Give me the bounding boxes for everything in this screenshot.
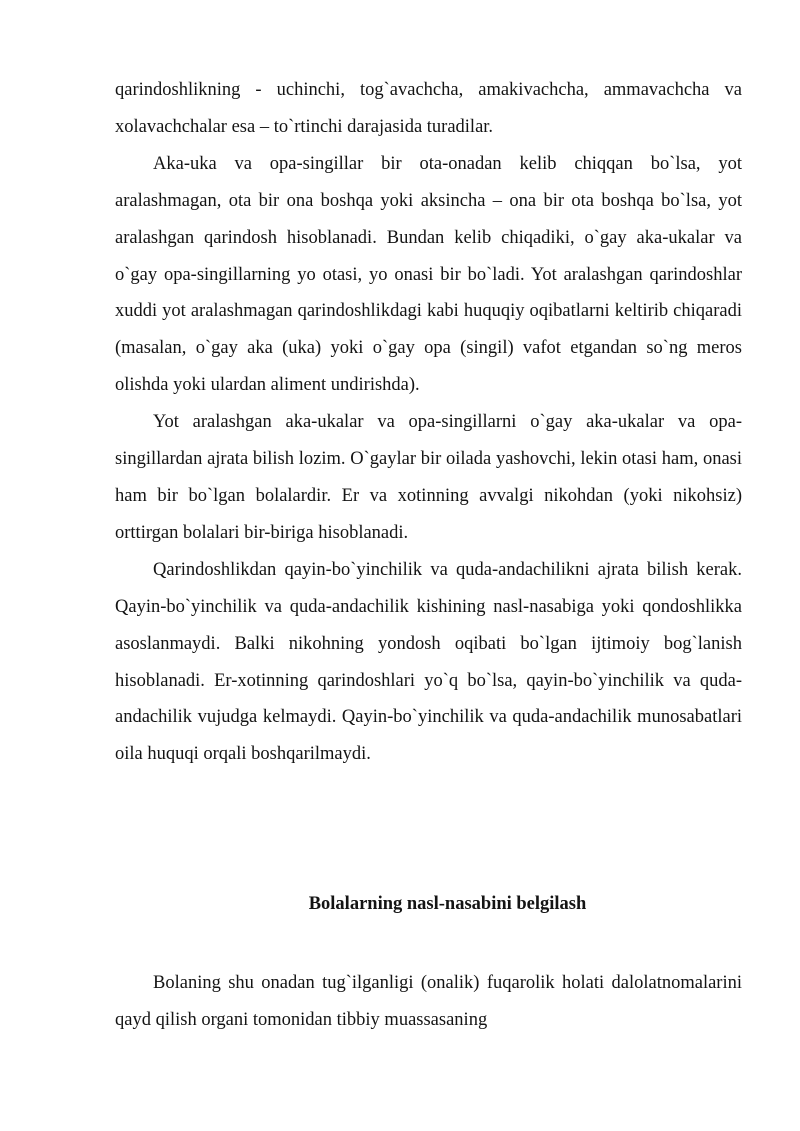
paragraph-step-siblings: Yot aralashgan aka-ukalar va opa-singillarni o`gay aka-ukalar va opa-singillardan ajrata bilish lozim. O`gaylar bir oilada yashovchi, lekin otasi ham, onasi ham bir bo`lgan bolalardir. Er va xotinning avvalgi nikohdan (yoki nikohsiz) orttirgan bolalari bir-biriga hisoblanadi. [115, 412, 742, 543]
paragraph-half-siblings: Aka-uka va opa-singillar bir ota-onadan kelib chiqqan bo`lsa, yot aralashmagan, ota bir ona boshqa yoki aksincha – ona bir ota boshqa bo`lsa, yot aralashgan qarindosh hisoblanadi. Bundan kelib chiqadiki, o`gay aka-ukalar va o`gay opa-singillarning yo otasi, yo onasi bir bo`ladi. Yot aralashgan qarindoshlar xuddi yot aralashmagan qarindoshlikdagi kabi huquqiy oqibatlarni keltirib chiqaradi (masalan, o`gay aka (uka) yoki o`gay opa (singil) vafot etgandan so`ng meros olishda yoki ulardan aliment undirishda). [115, 153, 742, 396]
section-heading: Bolalarning nasl-nasabini belgilash [308, 894, 587, 914]
paragraph-in-laws: Qarindoshlikdan qayin-bo`yinchilik va quda-andachilikni ajrata bilish kerak. Qayin-bo`yinchilik va quda-andachilik kishining nasl-nasabiga yoki qondoshlikka asoslanmaydi. Balki nikohning yondosh oqibati bo`lgan ijtimoiy bog`lanish hisoblanadi. Er-xotinning qarindoshlari yo`q bo`lsa, qayin-bo`yinchilik va quda-andachilik vujudga kelmaydi. Qayin-bo`yinchilik va quda-andachilik munosabatlari oila huquqi orqali boshqarilmaydi. [115, 559, 742, 765]
body-text [115, 72, 742, 773]
section-body-text [115, 965, 742, 1039]
paragraph-continuation: qarindoshlikning - uchinchi, tog`avachcha, amakivachcha, ammavachcha va xolavachchalar esa – to`rtinchi darajasida turadilar. [115, 80, 742, 137]
paragraph-maternity: Bolaning shu onadan tug`ilganligi (onalik) fuqarolik holati dalolatnomalarini qayd qilish organi tomonidan tibbiy muassasaning [115, 973, 742, 1030]
